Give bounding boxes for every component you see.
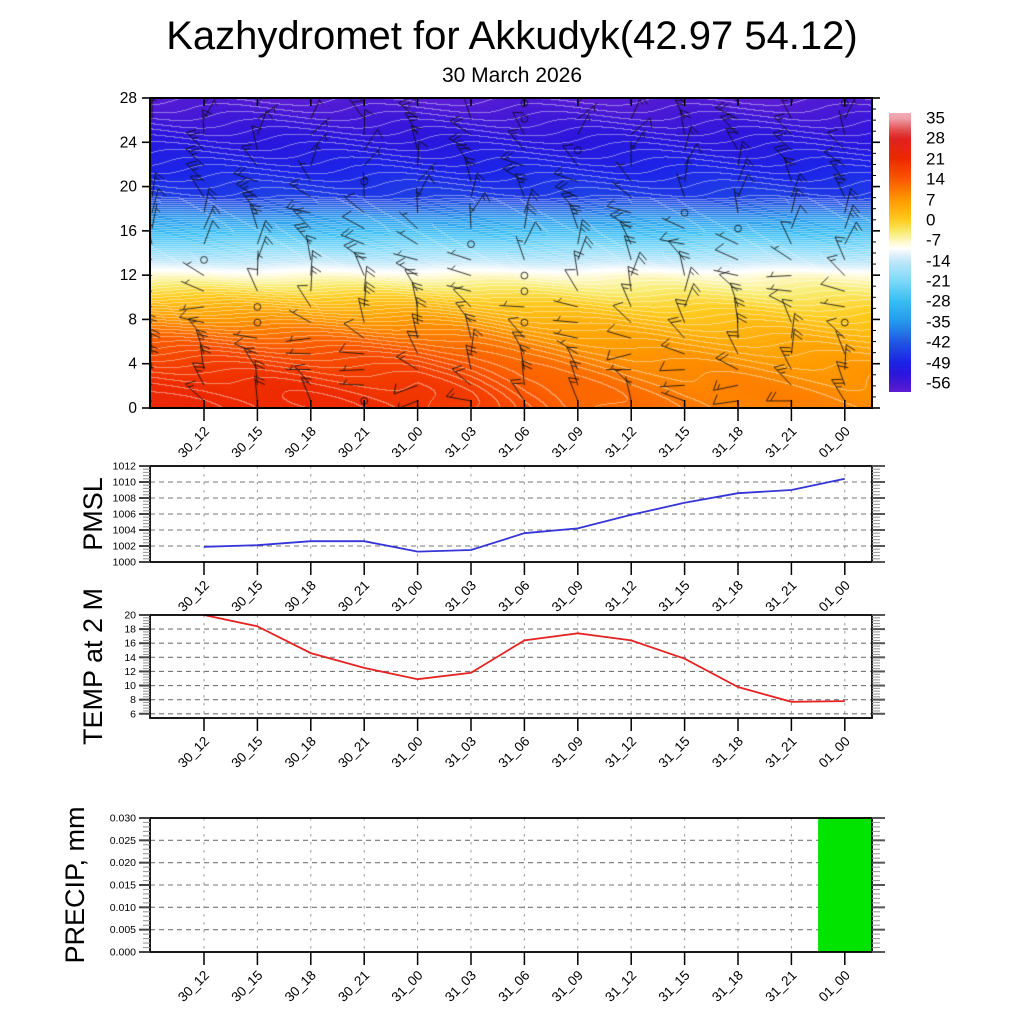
svg-text:31_09: 31_09 <box>548 967 586 1005</box>
colorbar-tick-label: -56 <box>926 373 951 393</box>
svg-text:30_12: 30_12 <box>174 423 213 461</box>
panel-precip <box>60 806 885 1004</box>
ylabel-pmsl: PMSL <box>78 477 108 551</box>
svg-text:18: 18 <box>124 623 136 636</box>
svg-text:30_18: 30_18 <box>281 733 319 771</box>
svg-text:31_15: 31_15 <box>655 577 693 615</box>
svg-text:20: 20 <box>119 178 137 196</box>
svg-text:12: 12 <box>124 665 136 678</box>
svg-text:30_21: 30_21 <box>335 733 373 771</box>
svg-text:30_18: 30_18 <box>281 967 319 1005</box>
page-title: Kazhydromet for Akkudyk(42.97 54.12) <box>166 14 858 58</box>
svg-text:10: 10 <box>124 680 136 693</box>
svg-text:31_00: 31_00 <box>388 967 426 1005</box>
svg-text:1010: 1010 <box>112 476 136 489</box>
svg-text:0.030: 0.030 <box>109 812 136 825</box>
panel-temp2m <box>78 588 885 771</box>
svg-text:31_12: 31_12 <box>602 577 640 615</box>
svg-text:01_00: 01_00 <box>815 733 853 771</box>
svg-text:30_12: 30_12 <box>174 967 213 1005</box>
ylabel-precip: PRECIP, mm <box>60 806 90 964</box>
pmsl-series-line <box>204 479 845 552</box>
colorbar-tick-label: -21 <box>926 271 951 291</box>
svg-text:14: 14 <box>124 651 136 664</box>
colorbar-tick-label: 14 <box>926 169 945 189</box>
svg-text:8: 8 <box>130 694 136 707</box>
temperature-cross-section-canvas <box>150 98 872 408</box>
svg-text:31_12: 31_12 <box>602 967 640 1005</box>
colorbar-tick-label: 21 <box>926 149 945 169</box>
colorbar-tick-label: -42 <box>926 332 951 352</box>
svg-text:8: 8 <box>128 311 137 329</box>
colorbar-tick-label: 35 <box>926 108 945 128</box>
svg-text:31_03: 31_03 <box>441 733 480 771</box>
svg-text:1008: 1008 <box>112 492 136 505</box>
svg-text:20: 20 <box>124 609 136 622</box>
svg-text:31_15: 31_15 <box>655 423 693 461</box>
svg-text:16: 16 <box>119 222 137 240</box>
precip-bar <box>818 818 871 952</box>
svg-text:31_18: 31_18 <box>708 967 747 1005</box>
svg-text:31_15: 31_15 <box>655 733 693 771</box>
svg-text:31_00: 31_00 <box>388 423 426 461</box>
svg-text:30_18: 30_18 <box>281 423 319 461</box>
svg-text:31_21: 31_21 <box>762 423 800 461</box>
svg-text:0.000: 0.000 <box>109 946 136 959</box>
svg-text:31_21: 31_21 <box>762 577 800 615</box>
ylabel-temp2m: TEMP at 2 M <box>78 587 108 746</box>
svg-text:16: 16 <box>124 637 136 650</box>
colorbar-tick-label: -35 <box>926 312 951 332</box>
svg-text:31_06: 31_06 <box>495 733 533 771</box>
svg-text:31_03: 31_03 <box>441 423 480 461</box>
svg-text:24: 24 <box>119 134 137 152</box>
svg-text:12: 12 <box>119 267 137 285</box>
svg-text:1002: 1002 <box>112 540 136 553</box>
colorbar-tick-label: -28 <box>926 291 951 311</box>
svg-text:30_15: 30_15 <box>228 423 266 461</box>
svg-text:0.025: 0.025 <box>109 834 136 847</box>
colorbar-tick-label: 7 <box>926 190 936 210</box>
page-subtitle: 30 March 2026 <box>441 64 583 87</box>
svg-text:0.020: 0.020 <box>109 857 136 870</box>
colorbar-tick-label: 0 <box>926 210 936 230</box>
svg-text:31_18: 31_18 <box>708 577 747 615</box>
svg-text:30_21: 30_21 <box>335 967 373 1005</box>
svg-text:0.005: 0.005 <box>109 924 136 937</box>
colorbar-tick-label: 28 <box>926 128 945 148</box>
svg-text:31_03: 31_03 <box>441 967 480 1005</box>
svg-text:31_18: 31_18 <box>708 733 747 771</box>
svg-text:31_21: 31_21 <box>762 733 800 771</box>
svg-text:0.010: 0.010 <box>109 901 136 914</box>
svg-text:1004: 1004 <box>112 524 136 537</box>
svg-text:01_00: 01_00 <box>815 577 853 615</box>
svg-text:30_15: 30_15 <box>228 967 266 1005</box>
colorbar-tick-label: -49 <box>926 353 951 373</box>
svg-text:1000: 1000 <box>112 556 136 569</box>
svg-text:31_06: 31_06 <box>495 577 533 615</box>
svg-text:31_15: 31_15 <box>655 967 693 1005</box>
svg-text:31_12: 31_12 <box>602 423 640 461</box>
svg-text:30_12: 30_12 <box>174 577 213 615</box>
svg-text:28: 28 <box>119 90 137 107</box>
svg-text:31_09: 31_09 <box>548 577 586 615</box>
svg-text:1006: 1006 <box>112 508 136 521</box>
colorbar-tick-label: -14 <box>926 251 951 271</box>
temp2m-series-line <box>204 615 845 702</box>
svg-text:01_00: 01_00 <box>815 967 853 1005</box>
svg-text:6: 6 <box>130 708 136 721</box>
svg-text:30_15: 30_15 <box>228 733 266 771</box>
colorbar-tick-label: -7 <box>926 230 942 250</box>
svg-text:31_12: 31_12 <box>602 733 640 771</box>
svg-text:30_15: 30_15 <box>228 577 266 615</box>
temperature-colorbar <box>889 113 911 392</box>
svg-text:31_03: 31_03 <box>441 577 480 615</box>
panel-pmsl <box>78 461 885 615</box>
svg-text:30_12: 30_12 <box>174 733 213 771</box>
svg-text:30_21: 30_21 <box>335 423 373 461</box>
svg-text:0: 0 <box>128 400 137 417</box>
svg-text:30_18: 30_18 <box>281 577 319 615</box>
svg-text:31_18: 31_18 <box>708 423 747 461</box>
svg-text:31_06: 31_06 <box>495 423 533 461</box>
svg-text:31_21: 31_21 <box>762 967 800 1005</box>
svg-text:31_00: 31_00 <box>388 577 426 615</box>
svg-text:01_00: 01_00 <box>815 423 853 461</box>
svg-text:30_21: 30_21 <box>335 577 373 615</box>
svg-text:4: 4 <box>128 355 137 373</box>
svg-text:31_00: 31_00 <box>388 733 426 771</box>
svg-text:0.015: 0.015 <box>109 879 136 892</box>
svg-text:31_06: 31_06 <box>495 967 533 1005</box>
svg-text:31_09: 31_09 <box>548 423 586 461</box>
svg-text:1012: 1012 <box>112 460 136 473</box>
svg-text:31_09: 31_09 <box>548 733 586 771</box>
